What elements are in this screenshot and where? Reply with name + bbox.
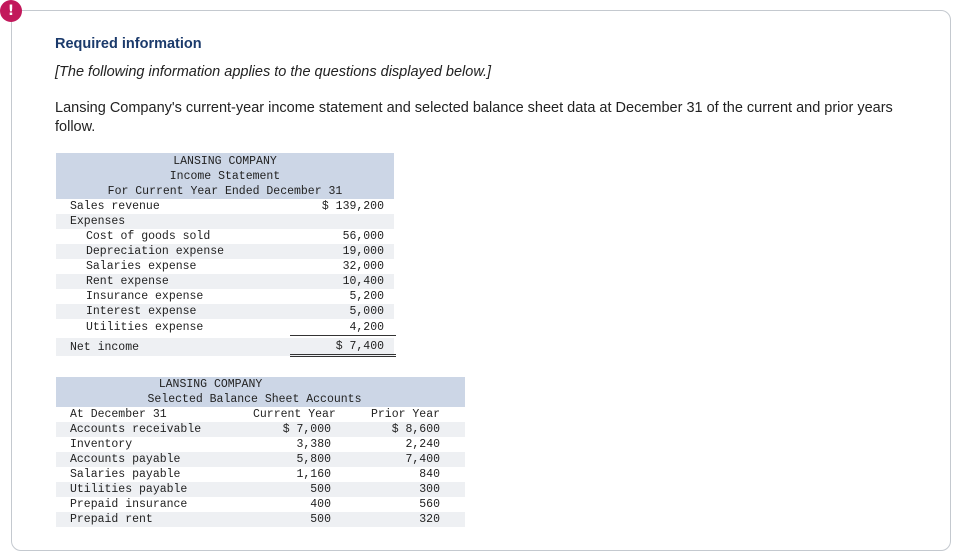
expense-label: Rent expense (86, 275, 169, 288)
table-row-label: Prepaid rent (70, 513, 153, 526)
table-row-current: 500 (310, 483, 331, 496)
table-row-label: Utilities payable (70, 483, 188, 496)
is-period: For Current Year Ended December 31 (107, 185, 343, 198)
expense-value: 10,400 (342, 275, 384, 288)
table-row-label: Salaries payable (70, 468, 181, 481)
expense-label: Cost of goods sold (86, 230, 211, 243)
bs-company: LANSING COMPANY (158, 378, 263, 391)
intro-text: Lansing Company's current-year income statement and selected balance sheet data at December 31 of the current and prior years follow. (55, 100, 893, 135)
bs-col-label: At December 31 (70, 408, 167, 421)
table-row-prior: 300 (419, 483, 440, 496)
table-row-current: 500 (310, 513, 331, 526)
expense-value: 5,000 (349, 305, 384, 318)
expense-value: 4,200 (349, 321, 384, 334)
total-rule-2 (290, 356, 396, 357)
sales-value: $ 139,200 (321, 200, 384, 213)
table-row-prior: 2,240 (405, 438, 440, 451)
expense-label: Utilities expense (86, 321, 204, 334)
is-title: Income Statement (169, 170, 281, 183)
net-income-label: Net income (70, 341, 140, 354)
info-note: [The following information applies to the questions displayed below.] (55, 64, 492, 80)
table-row-label: Inventory (70, 438, 133, 451)
expense-label: Salaries expense (86, 260, 197, 273)
table-row-current: 3,380 (296, 438, 331, 451)
sales-label: Sales revenue (70, 200, 160, 213)
expense-value: 56,000 (342, 230, 384, 243)
expense-label: Depreciation expense (86, 245, 225, 258)
table-row-current: 1,160 (296, 468, 331, 481)
table-row-label: Prepaid insurance (70, 498, 188, 511)
table-row-current: 400 (310, 498, 331, 511)
expense-value: 19,000 (342, 245, 384, 258)
expense-value: 5,200 (349, 290, 384, 303)
subtotal-rule (290, 335, 396, 336)
table-row-prior: 7,400 (405, 453, 440, 466)
table-row-prior: $ 8,600 (391, 423, 440, 436)
required-info-title: Required information (55, 36, 202, 52)
bs-col-prior: Prior Year (371, 408, 441, 421)
table-row-current: 5,800 (296, 453, 331, 466)
expense-label: Interest expense (86, 305, 197, 318)
total-rule-1 (290, 354, 396, 355)
bs-col-current: Current Year (253, 408, 336, 421)
table-row-prior: 560 (419, 498, 440, 511)
alert-icon: ! (0, 0, 22, 22)
expense-value: 32,000 (342, 260, 384, 273)
table-row-current: $ 7,000 (282, 423, 331, 436)
bs-title: Selected Balance Sheet Accounts (147, 393, 362, 406)
table-row-prior: 840 (419, 468, 440, 481)
table-row-prior: 320 (419, 513, 440, 526)
expenses-label: Expenses (70, 215, 126, 228)
net-income-value: $ 7,400 (335, 340, 384, 353)
expense-label: Insurance expense (86, 290, 204, 303)
table-row-label: Accounts payable (70, 453, 181, 466)
is-company: LANSING COMPANY (173, 155, 277, 168)
table-row-label: Accounts receivable (70, 423, 202, 436)
